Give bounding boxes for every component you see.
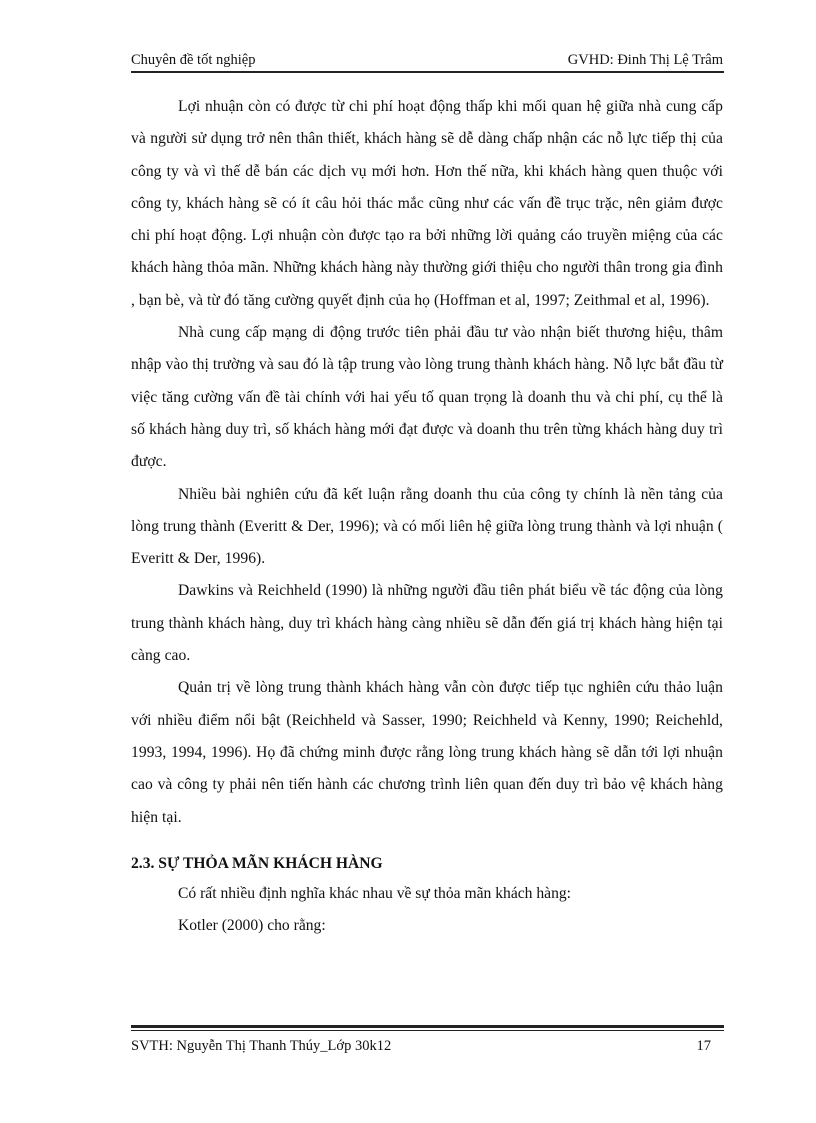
page-body — [131, 91, 723, 942]
paragraph-loyalty-management: Quản trị về lòng trung thành khách hàng vẫn còn được tiếp tục nghiên cứu thảo luận với nhiều điểm nổi bật (Reichheld và Sasser, 1990; Reichheld và Kenny, 1990; Reichehld, 1993, 1994, 1996). Họ đã chứng minh được rằng lòng trung khách hàng sẽ dẫn tới lợi nhuận cao và công ty phải nên tiến hành các chương trình liên quan đến duy trì bảo vệ khách hàng hiện tại. — [131, 679, 723, 826]
header-document-title: Chuyên đề tốt nghiệp — [131, 52, 256, 68]
paragraph-mobile-provider: Nhà cung cấp mạng di động trước tiên phải đầu tư vào nhận biết thương hiệu, thâm nhập vào thị trường và sau đó là tập trung vào lòng trung thành khách hàng. Nỗ lực bắt đầu từ việc tăng cường vấn đề tài chính với hai yếu tố quan trọng là doanh thu và chi phí, cụ thể là số khách hàng duy trì, số khách hàng mới đạt được và doanh thu trên từng khách hàng duy trì được. — [131, 324, 723, 471]
paragraph-profit-costs: Lợi nhuận còn có được từ chi phí hoạt động thấp khi mối quan hệ giữa nhà cung cấp và người sử dụng trở nên thân thiết, khách hàng sẽ dễ dàng chấp nhận các nỗ lực tiếp thị của công ty và vì thế dễ bán các dịch vụ mới hơn. Hơn thế nữa, khi khách hàng quen thuộc với công ty, khách hàng sẽ có ít câu hỏi thác mắc cũng như các vấn đề trục trặc, nên giảm được chi phí hoạt động. Lợi nhuận còn được tạo ra bởi những lời quảng cáo truyền miệng của các khách hàng thỏa mãn. Những khách hàng này thường giới thiệu cho người thân trong gia đình , bạn bè, và từ đó tăng cường quyết định của họ (Hoffman et al, 1997; Zeithmal et al, 1996). — [131, 98, 723, 309]
paragraph-dawkins-reichheld: Dawkins và Reichheld (1990) là những người đầu tiên phát biểu về tác động của lòng trung thành khách hàng, duy trì khách hàng càng nhiều sẽ dẫn đến giá trị khách hàng hiện tại càng cao. — [131, 582, 723, 665]
paragraph-revenue-loyalty: Nhiều bài nghiên cứu đã kết luận rằng doanh thu của công ty chính là nền tảng của lòng trung thành (Everitt & Der, 1996); và có mối liên hệ giữa lòng trung thành và lợi nhuận ( Everitt & Der, 1996). — [131, 485, 723, 568]
footer-divider-thin — [131, 1030, 724, 1031]
section-heading: 2.3. SỰ THỎA MÃN KHÁCH HÀNG — [131, 854, 383, 872]
header-divider — [131, 71, 724, 73]
section-intro-line: Có rất nhiều định nghĩa khác nhau về sự thỏa mãn khách hàng: — [178, 884, 571, 902]
footer-divider-thick — [131, 1025, 724, 1028]
section-kotler-line: Kotler (2000) cho rằng: — [178, 917, 326, 935]
page-header — [131, 50, 723, 70]
header-supervisor: GVHD: Đinh Thị Lệ Trâm — [567, 52, 723, 68]
page-number: 17 — [696, 1038, 711, 1054]
footer-student: SVTH: Nguyễn Thị Thanh Thúy_Lớp 30k12 — [131, 1038, 392, 1054]
page-footer — [131, 1036, 711, 1056]
